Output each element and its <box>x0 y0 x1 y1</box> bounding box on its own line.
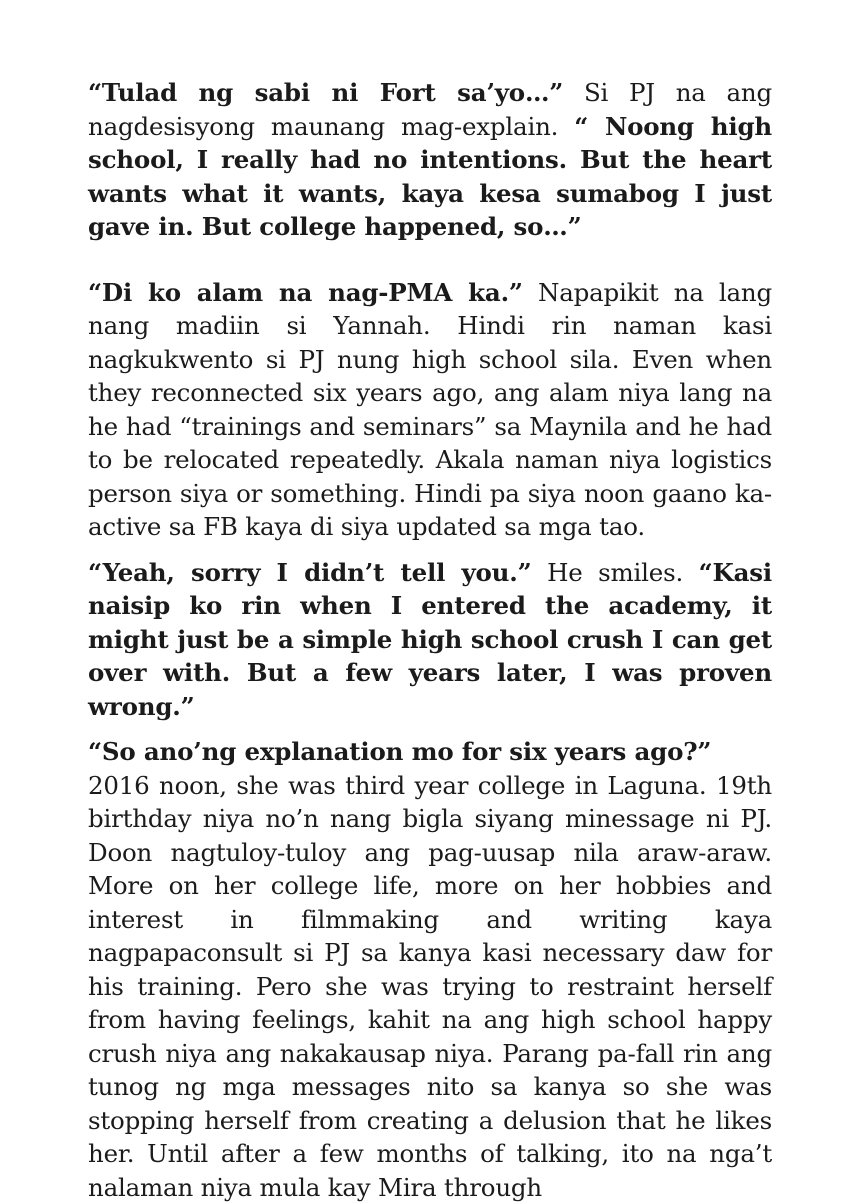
book-page <box>88 76 772 1204</box>
paragraph-spacer <box>88 723 772 735</box>
paragraph-2 <box>88 276 772 544</box>
narration: He smiles. <box>532 558 699 587</box>
dialogue-bold: “Kasi naisip ko rin when I entered the academy, it might just be a simple high school crush I can get over with. But a few years later, I was proven wrong.” <box>88 558 772 721</box>
dialogue-bold: “Tulad ng sabi ni Fort sa’yo…” <box>88 78 563 107</box>
paragraph-3 <box>88 556 772 724</box>
dialogue-bold: “Yeah, sorry I didn’t tell you.” <box>88 558 532 587</box>
paragraph-spacer <box>88 544 772 556</box>
narration: Napapikit na lang nang madiin si Yannah. Hindi rin naman kasi nagkukwento si PJ nung high school sila. Even when they reconnected six years ago, ang alam niya lang na he had “trainings and seminars” sa Maynila and he had to be relocated repeatedly. Akala naman niya logistics person siya or something. Hindi pa siya noon gaano ka-active sa FB kaya di siya updated sa mga tao. <box>88 278 772 542</box>
narration: Si PJ na ang nagdesisyong maunang mag-explain. <box>88 78 772 141</box>
paragraph-spacer <box>88 244 772 276</box>
paragraph-5: 2016 noon, she was third year college in Laguna. 19th birthday niya no’n nang bigla siyang minessage ni PJ. Doon nagtuloy-tuloy ang pag-uusap nila araw-araw. More on her college life, more on her hobbies and interest in filmmaking and writing kaya nagpapaconsult si PJ sa kanya kasi necessary daw for his training. Pero she was trying to restraint herself from having feelings, kahit na ang high school happy crush niya ang nakakausap niya. Parang pa-fall rin ang tunog ng mga messages nito sa kanya so she was stopping herself from creating a delusion that he likes her. Until after a few months of talking, ito na nga’t nalaman niya mula kay Mira through <box>88 769 772 1204</box>
paragraph-1 <box>88 76 772 244</box>
dialogue-bold: “Di ko alam na nag-PMA ka.” <box>88 278 523 307</box>
dialogue-bold: “ Noong high school, I really had no intentions. But the heart wants what it wants, kaya kesa sumabog I just gave in. But college happened, so…” <box>88 112 772 242</box>
paragraph-4: “So ano’ng explanation mo for six years ago?” <box>88 735 772 769</box>
